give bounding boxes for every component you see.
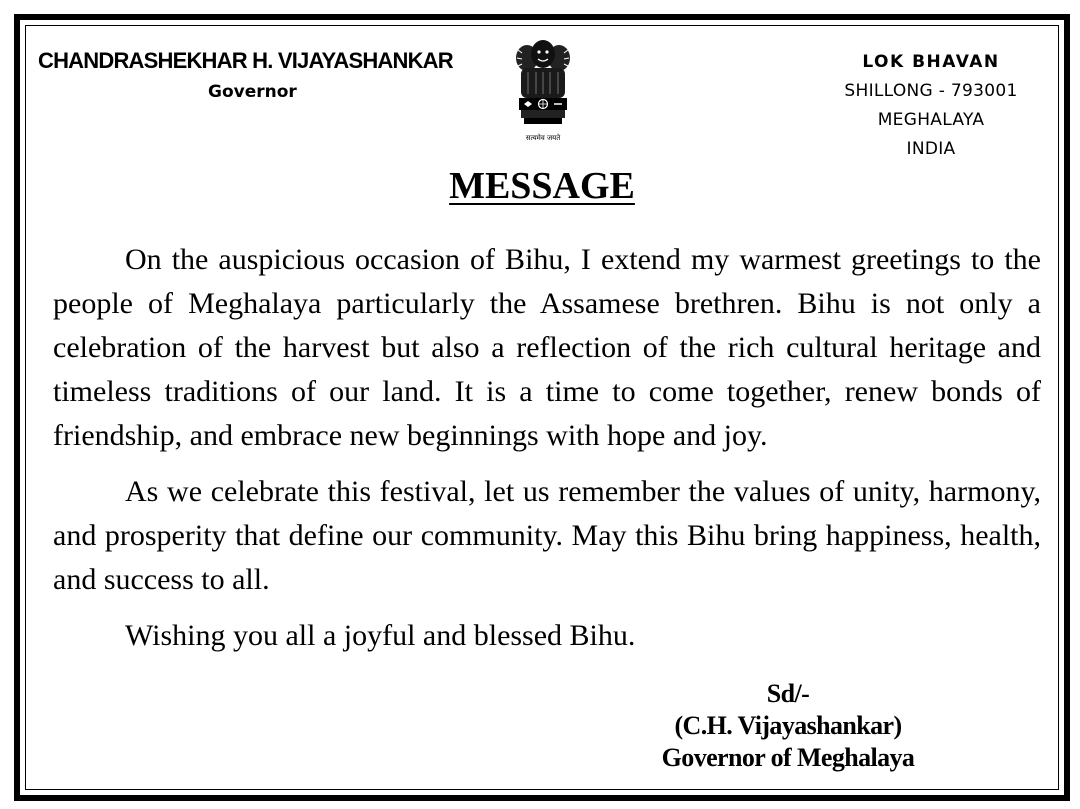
message-paragraph-3: Wishing you all a joyful and blessed Bihu. [125,619,636,652]
message-heading-text: MESSAGE [449,165,635,207]
document-inner-border [25,25,1059,790]
sender-title: Governor [208,82,297,102]
signature-name: (C.H. Vijayashankar) [674,711,902,740]
address-line-country: INDIA [906,139,956,159]
message-heading [26,164,1058,208]
signature-sd: Sd/- [766,679,810,708]
sender-name: CHANDRASHEKHAR H. VIJAYASHANKAR [38,48,453,73]
message-paragraph-2: As we celebrate this festival, let us remember the values of unity, harmony, and prosperity that define our community. May this Bihu bring happiness, health, and success to all. [53,475,1041,596]
document-outer-border [14,14,1070,801]
address-line-state: MEGHALAYA [877,110,985,130]
message-paragraph-1: On the auspicious occasion of Bihu, I extend my warmest greetings to the people of Meghalaya particularly the Assamese brethren. Bihu is not only a celebration of the harvest but also a reflection of the rich cultural heritage and timeless traditions of our land. It is a time to come together, renew bonds of friendship, and embrace new beginnings with hope and joy. [53,243,1041,452]
address-block [816,48,1046,164]
national-emblem-icon [508,38,578,150]
message-body [53,238,1041,670]
signature-designation: Governor of Meghalaya [661,743,915,772]
emblem-motto: सत्यमेव जयते [525,134,561,142]
address-line-city: SHILLONG - 793001 [844,81,1018,101]
signature-block [638,678,938,774]
address-line-lok-bhavan: LOK BHAVAN [862,52,1000,72]
